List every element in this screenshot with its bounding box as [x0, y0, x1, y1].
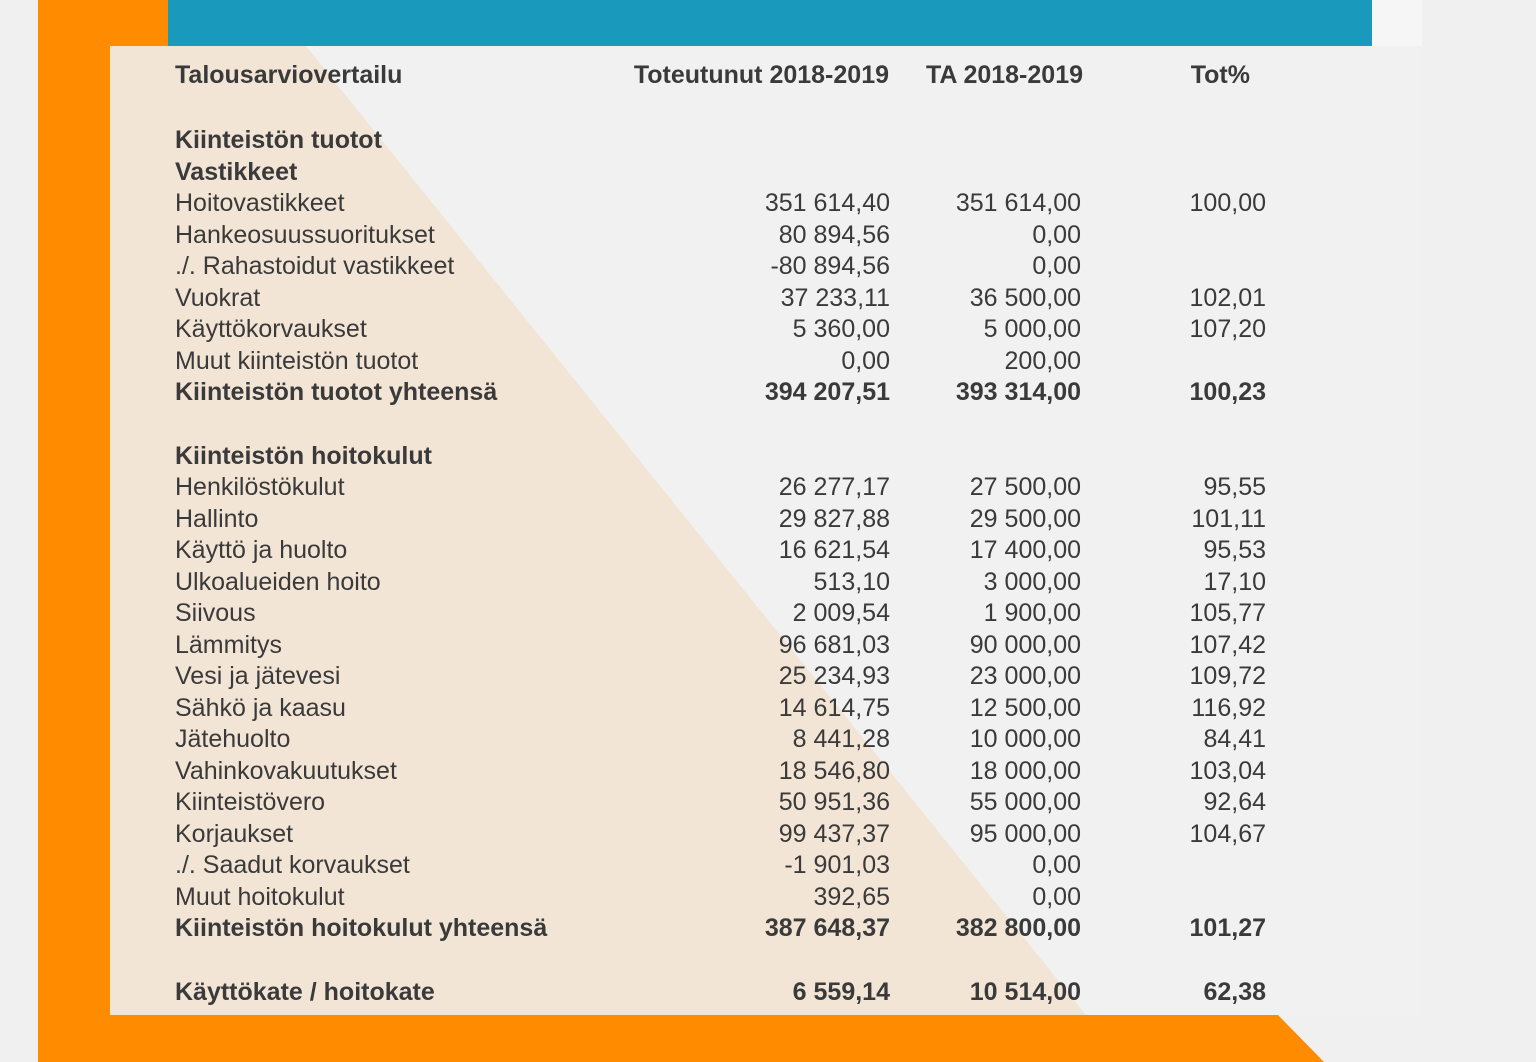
row-pct: 102,01 [1189, 284, 1266, 312]
subsection-heading [0, 156, 1536, 188]
total-row [0, 376, 1536, 408]
row-label: Hallinto [175, 505, 259, 533]
row-budget: 17 400,00 [969, 536, 1081, 564]
row-label: Kiinteistön tuotot [175, 126, 382, 154]
table-row [0, 723, 1536, 755]
table-row [0, 187, 1536, 219]
row-actual: 50 951,36 [778, 788, 890, 816]
row-actual: -1 901,03 [784, 851, 890, 879]
table-row [0, 786, 1536, 818]
table-row [0, 566, 1536, 598]
row-label: Käyttökorvaukset [175, 315, 367, 343]
table-row [0, 597, 1536, 629]
total-row [0, 912, 1536, 944]
row-label: Henkilöstökulut [175, 473, 345, 501]
row-label: Ulkoalueiden hoito [175, 568, 381, 596]
row-actual: 8 441,28 [792, 725, 890, 753]
table-row [0, 629, 1536, 661]
table-row [0, 692, 1536, 724]
row-label: Kiinteistön tuotot yhteensä [175, 378, 498, 406]
row-actual: 18 546,80 [778, 757, 890, 785]
row-pct: 62,38 [1203, 978, 1266, 1006]
row-budget: 382 800,00 [955, 914, 1081, 942]
row-label: Kiinteistövero [175, 788, 326, 816]
row-budget: 10 514,00 [969, 978, 1081, 1006]
row-pct: 105,77 [1189, 599, 1266, 627]
row-budget: 27 500,00 [969, 473, 1081, 501]
row-pct: 101,27 [1189, 914, 1266, 942]
row-budget: 95 000,00 [969, 820, 1081, 848]
section-heading [0, 440, 1536, 472]
table-row [0, 282, 1536, 314]
row-label: Vesi ja jätevesi [175, 662, 341, 690]
row-actual: 2 009,54 [792, 599, 890, 627]
row-label: Käyttö ja huolto [175, 536, 348, 564]
row-budget: 29 500,00 [969, 505, 1081, 533]
row-budget: 90 000,00 [969, 631, 1081, 659]
row-budget: 36 500,00 [969, 284, 1081, 312]
row-budget: 0,00 [1032, 252, 1081, 280]
row-pct: 103,04 [1189, 757, 1266, 785]
row-pct: 100,00 [1189, 189, 1266, 217]
table-row [0, 471, 1536, 503]
result-row [0, 976, 1536, 1008]
row-pct: 100,23 [1189, 378, 1266, 406]
row-label: Siivous [175, 599, 256, 627]
row-label: Kiinteistön hoitokulut [175, 442, 432, 470]
table-row [0, 250, 1536, 282]
row-budget: 1 900,00 [983, 599, 1081, 627]
row-actual: 14 614,75 [778, 694, 890, 722]
row-label: Kiinteistön hoitokulut yhteensä [175, 914, 548, 942]
row-pct: 17,10 [1203, 568, 1266, 596]
row-label: ./. Saadut korvaukset [175, 851, 410, 879]
table-row [0, 881, 1536, 913]
row-label: Lämmitys [175, 631, 282, 659]
table-row [0, 818, 1536, 850]
row-actual: 387 648,37 [764, 914, 890, 942]
row-pct: 109,72 [1189, 662, 1266, 690]
row-budget: 10 000,00 [969, 725, 1081, 753]
row-actual: 29 827,88 [778, 505, 890, 533]
row-actual: 392,65 [813, 883, 890, 911]
table-row [0, 534, 1536, 566]
table-row [0, 849, 1536, 881]
row-label: ./. Rahastoidut vastikkeet [175, 252, 455, 280]
row-budget: 3 000,00 [983, 568, 1081, 596]
table-row [0, 219, 1536, 251]
row-label: Sähkö ja kaasu [175, 694, 346, 722]
table-row [0, 345, 1536, 377]
row-actual: -80 894,56 [770, 252, 890, 280]
row-label: Muut hoitokulut [175, 883, 345, 911]
row-budget: 18 000,00 [969, 757, 1081, 785]
row-budget: 393 314,00 [955, 378, 1081, 406]
row-label: Vahinkovakuutukset [175, 757, 397, 785]
row-actual: 37 233,11 [780, 284, 890, 312]
row-pct: 95,53 [1203, 536, 1266, 564]
row-pct: 84,41 [1203, 725, 1266, 753]
row-budget: 0,00 [1032, 851, 1081, 879]
row-label: Hoitovastikkeet [175, 189, 345, 217]
row-budget: 0,00 [1032, 221, 1081, 249]
row-budget: 23 000,00 [969, 662, 1081, 690]
row-budget: 200,00 [1004, 347, 1081, 375]
col-header-budget: TA 2018-2019 [925, 61, 1083, 89]
row-budget: 12 500,00 [969, 694, 1081, 722]
row-label: Vuokrat [175, 284, 261, 312]
table-header [0, 59, 1536, 91]
row-actual: 25 234,93 [778, 662, 890, 690]
table-row [0, 660, 1536, 692]
row-pct: 116,92 [1191, 694, 1266, 722]
col-header-actual: Toteutunut 2018-2019 [633, 61, 889, 89]
row-budget: 5 000,00 [983, 315, 1081, 343]
row-actual: 16 621,54 [778, 536, 890, 564]
col-header-pct: Tot% [1190, 61, 1250, 89]
row-actual: 394 207,51 [764, 378, 890, 406]
row-actual: 26 277,17 [778, 473, 890, 501]
row-budget: 55 000,00 [969, 788, 1081, 816]
row-label: Käyttökate / hoitokate [175, 978, 435, 1006]
row-pct: 104,67 [1189, 820, 1266, 848]
row-pct: 92,64 [1203, 788, 1266, 816]
table-row [0, 503, 1536, 535]
row-pct: 107,42 [1189, 631, 1266, 659]
row-actual: 99 437,37 [778, 820, 890, 848]
table-row [0, 313, 1536, 345]
row-budget: 351 614,00 [955, 189, 1081, 217]
row-label: Muut kiinteistön tuotot [175, 347, 419, 375]
section-heading [0, 124, 1536, 156]
row-actual: 513,10 [813, 568, 890, 596]
row-pct: 107,20 [1189, 315, 1266, 343]
row-actual: 6 559,14 [792, 978, 890, 1006]
row-actual: 96 681,03 [778, 631, 890, 659]
row-label: Jätehuolto [175, 725, 291, 753]
row-pct: 101,11 [1191, 505, 1266, 533]
row-label: Korjaukset [175, 820, 294, 848]
row-actual: 80 894,56 [778, 221, 890, 249]
row-label: Vastikkeet [175, 158, 298, 186]
row-actual: 0,00 [841, 347, 890, 375]
row-budget: 0,00 [1032, 883, 1081, 911]
row-pct: 95,55 [1203, 473, 1266, 501]
table-row [0, 755, 1536, 787]
row-actual: 5 360,00 [792, 315, 890, 343]
row-actual: 351 614,40 [764, 189, 890, 217]
row-label: Hankeosuussuoritukset [175, 221, 435, 249]
table-title: Talousarviovertailu [175, 61, 403, 89]
